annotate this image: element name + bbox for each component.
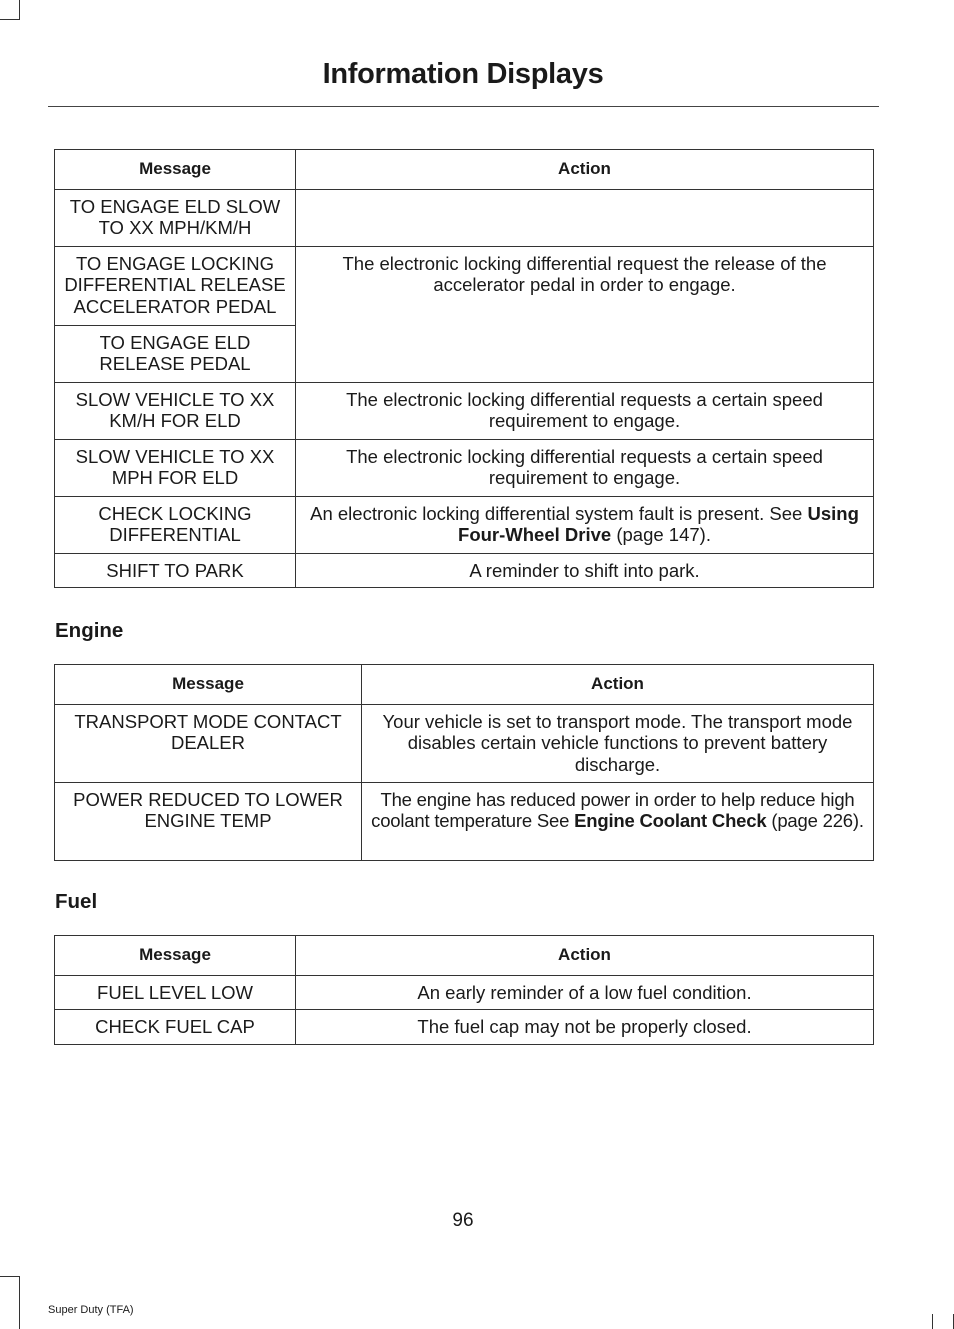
action-cell xyxy=(296,496,874,553)
crop-mark-top-left-horizontal xyxy=(0,19,20,20)
column-header-message: Message xyxy=(55,150,296,190)
action-cell: Your vehicle is set to transport mode. The transport mode disables certain vehicle functions to prevent battery discharge. xyxy=(362,704,874,782)
table-row xyxy=(55,1010,874,1045)
table-row xyxy=(55,496,874,553)
table-row xyxy=(55,382,874,439)
table-header-row xyxy=(55,665,874,705)
table-row xyxy=(55,439,874,496)
cross-reference-link[interactable]: Using Four-Wheel Drive xyxy=(458,502,859,545)
page-reference: (page 147). xyxy=(611,524,711,545)
eld-messages-table xyxy=(54,149,874,588)
table-row xyxy=(55,704,874,782)
crop-mark-bottom-left-vertical xyxy=(19,1276,20,1329)
action-text: An electronic locking differential system fault is present. See xyxy=(310,502,808,524)
table-header-row xyxy=(55,150,874,190)
action-cell: The fuel cap may not be properly closed. xyxy=(296,1010,874,1045)
action-cell: The electronic locking differential requests a certain speed requirement to engage. xyxy=(296,439,874,496)
column-header-action: Action xyxy=(362,665,874,705)
action-text: The engine has reduced power in order to help reduce high coolant temperature See xyxy=(371,788,855,831)
action-cell xyxy=(296,189,874,246)
table-header-row xyxy=(55,936,874,976)
action-cell: The electronic locking differential request the release of the accelerator pedal in order to engage. xyxy=(296,246,874,382)
action-cell: The electronic locking differential requests a certain speed requirement to engage. xyxy=(296,382,874,439)
message-cell: CHECK FUEL CAP xyxy=(55,1010,296,1045)
message-cell: POWER REDUCED TO LOWER ENGINE TEMP xyxy=(55,782,362,860)
engine-messages-table xyxy=(54,664,874,861)
message-cell: SHIFT TO PARK xyxy=(55,553,296,588)
table-row xyxy=(55,189,874,246)
message-cell: SLOW VEHICLE TO XX KM/H FOR ELD xyxy=(55,382,296,439)
section-heading-engine: Engine xyxy=(55,619,124,642)
column-header-message: Message xyxy=(55,665,362,705)
page-reference: (page 226). xyxy=(766,810,864,831)
table-row xyxy=(55,782,874,860)
column-header-action: Action xyxy=(296,150,874,190)
action-cell: A reminder to shift into park. xyxy=(296,553,874,588)
message-cell: FUEL LEVEL LOW xyxy=(55,975,296,1010)
message-cell: CHECK LOCKING DIFFERENTIAL xyxy=(55,496,296,553)
message-cell: SLOW VEHICLE TO XX MPH FOR ELD xyxy=(55,439,296,496)
footer-model-label: Super Duty (TFA) xyxy=(48,1304,134,1316)
page-title: Information Displays xyxy=(322,58,604,90)
message-cell: TO ENGAGE LOCKING DIFFERENTIAL RELEASE ACCELERATOR PEDAL xyxy=(55,246,296,325)
crop-mark-top-left-vertical xyxy=(19,0,20,20)
table-row xyxy=(55,975,874,1010)
title-rule xyxy=(48,106,879,107)
crop-mark-bottom-left-horizontal xyxy=(0,1276,20,1277)
message-cell: TRANSPORT MODE CONTACT DEALER xyxy=(55,704,362,782)
page-number: 96 xyxy=(452,1210,474,1231)
cross-reference-link[interactable]: Engine Coolant Check xyxy=(574,810,767,831)
column-header-action: Action xyxy=(296,936,874,976)
fuel-messages-table xyxy=(54,935,874,1045)
table-row xyxy=(55,246,874,325)
section-heading-fuel: Fuel xyxy=(55,890,98,913)
action-cell: An early reminder of a low fuel condition. xyxy=(296,975,874,1010)
column-header-message: Message xyxy=(55,936,296,976)
crop-mark-bottom-right-vertical-1 xyxy=(932,1314,933,1329)
message-cell: TO ENGAGE ELD SLOW TO XX MPH/KM/H xyxy=(55,189,296,246)
table-row xyxy=(55,553,874,588)
message-cell: TO ENGAGE ELD RELEASE PEDAL xyxy=(55,325,296,382)
action-cell xyxy=(362,782,874,860)
